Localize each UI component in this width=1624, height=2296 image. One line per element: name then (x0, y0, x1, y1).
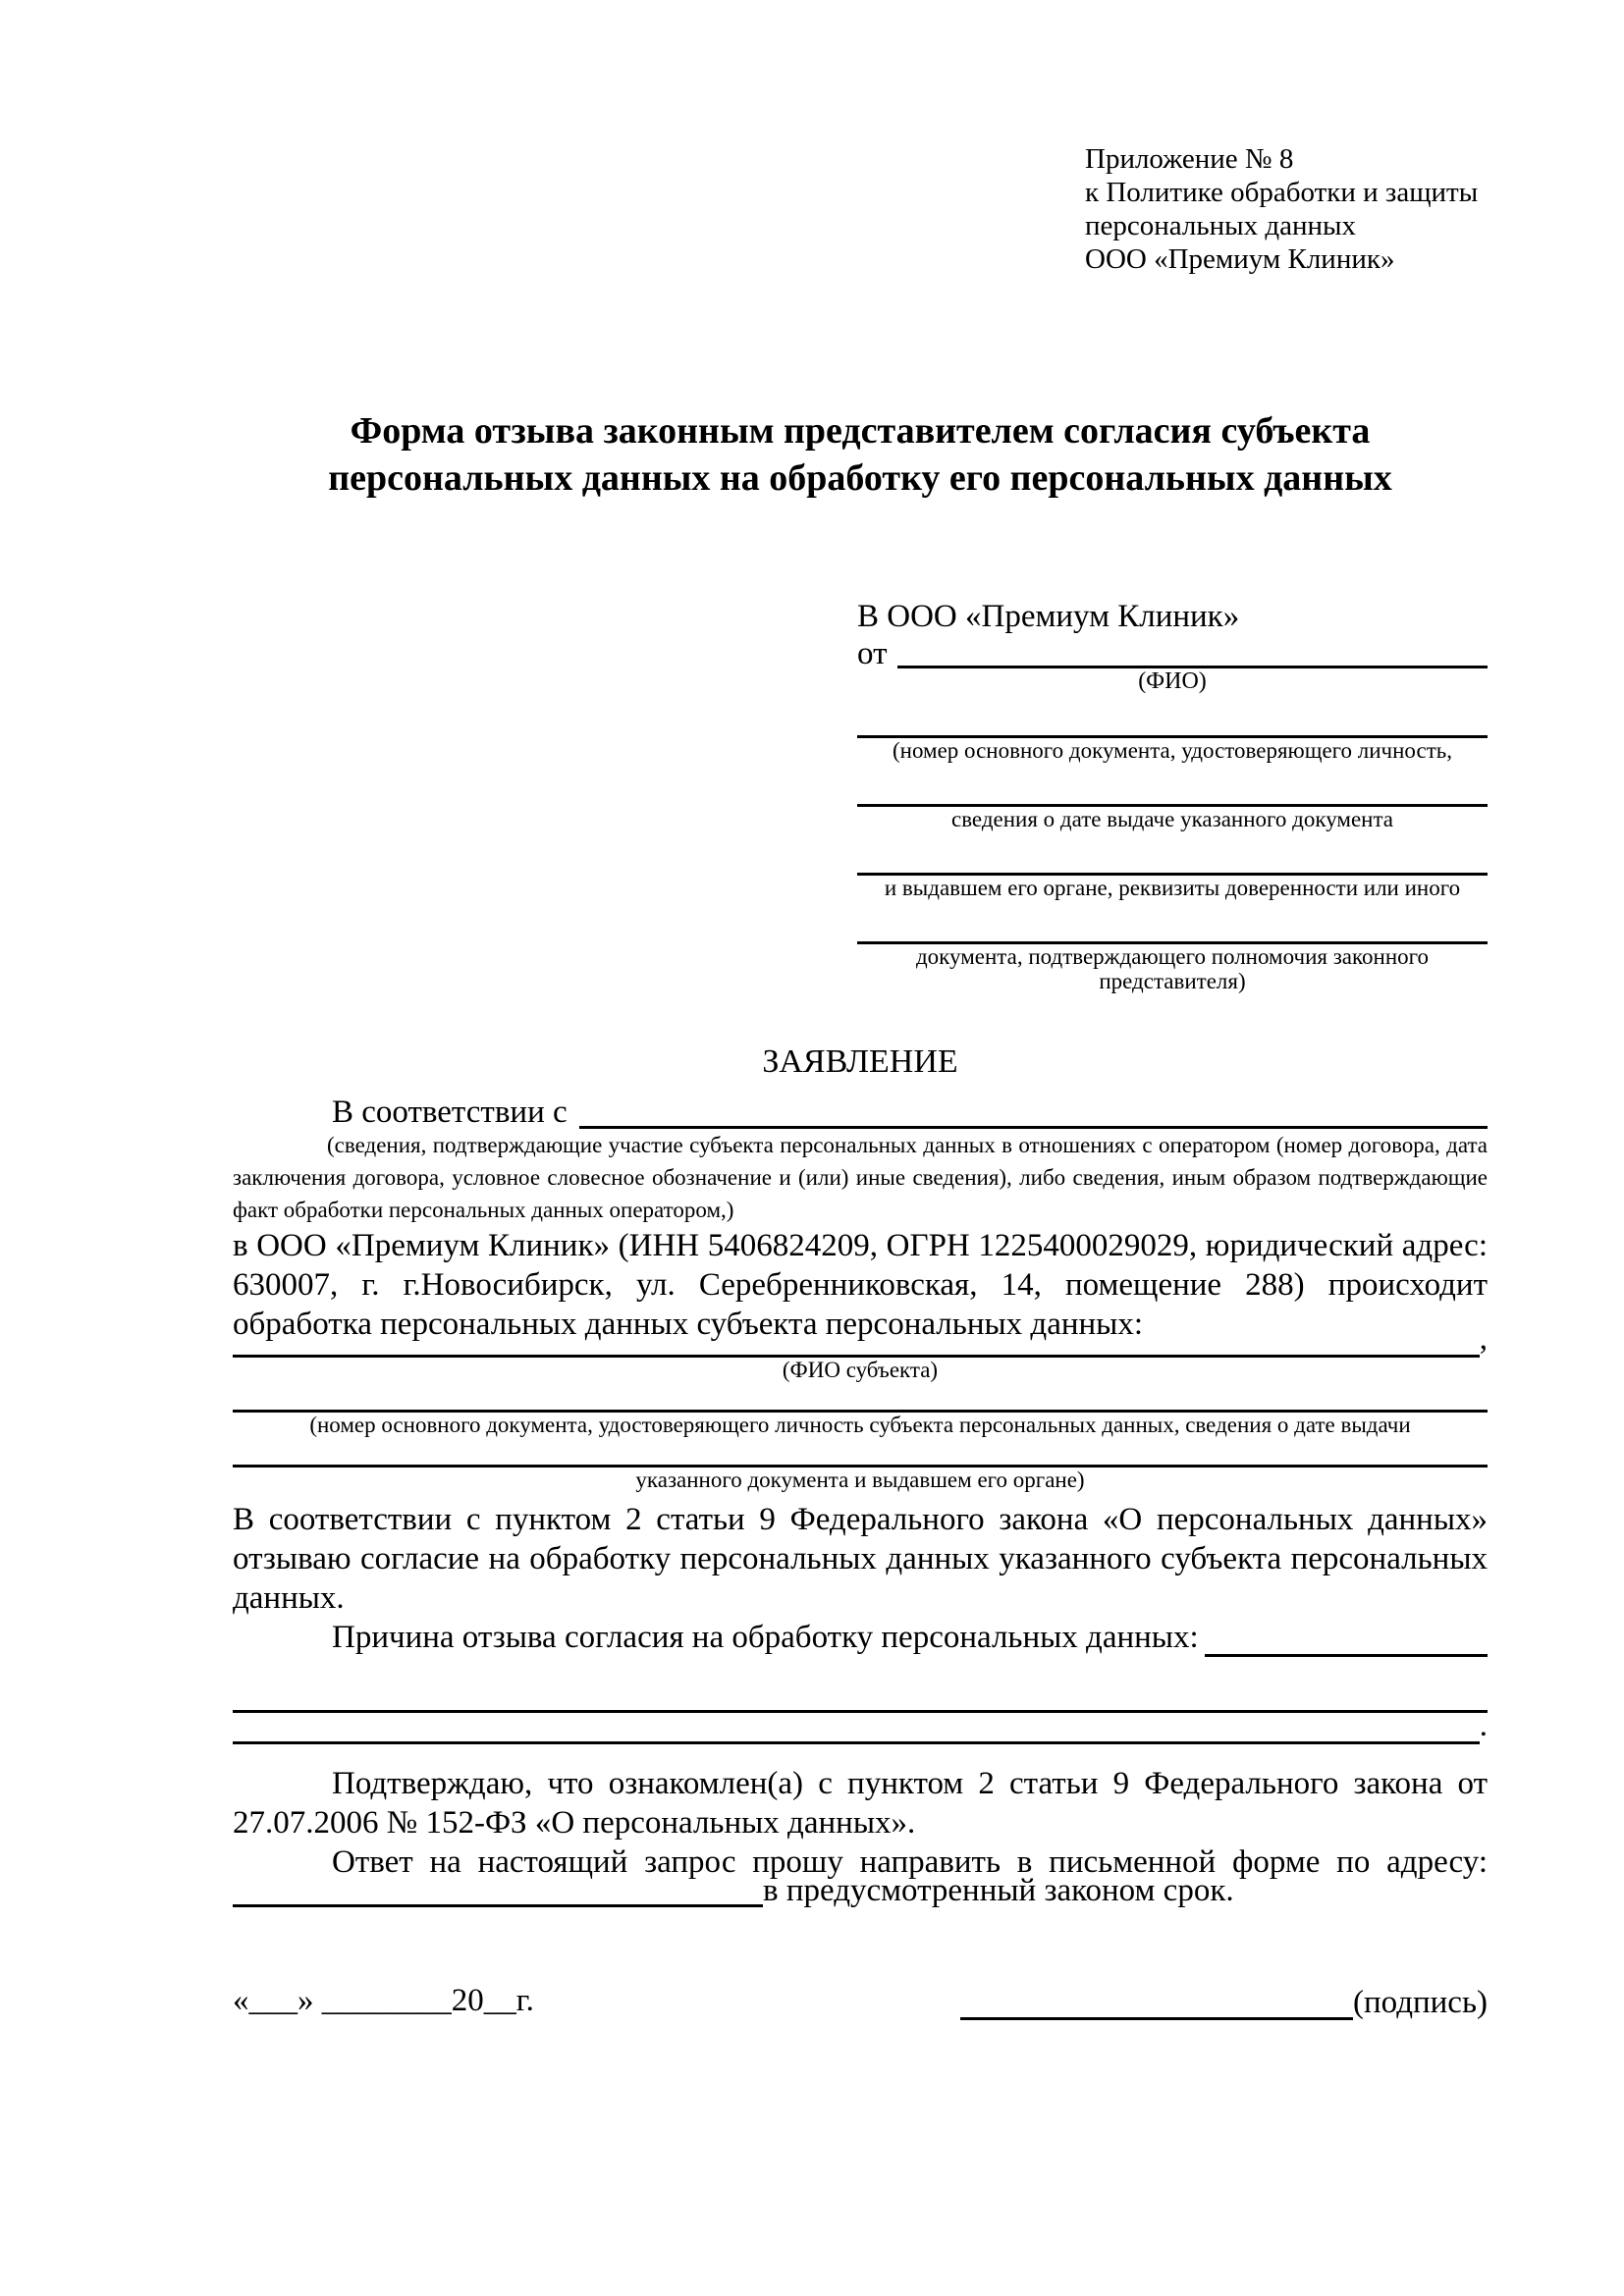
subject-doc-blank-line (233, 1396, 1488, 1413)
intro-row (233, 1095, 1488, 1129)
document-title-line: персональных данных на обработку его персональных данных (328, 457, 1392, 499)
signature-caption: (подпись) (1353, 1985, 1488, 2020)
appendix-line: к Политике обработки и защиты (1085, 177, 1479, 208)
appendix-line: ООО «Премиум Клиник» (1085, 243, 1395, 275)
reason-blank-line (233, 1741, 1480, 1744)
representative-doc-blank-line (857, 763, 1488, 807)
signature-blank-line (960, 2016, 1353, 2020)
subject-doc-blank-line (233, 1451, 1488, 1468)
subject-fio-row (233, 1321, 1488, 1358)
subject-doc-caption: указанного документа и выдавшем его органе) (635, 1468, 1085, 1492)
appendix-line: Приложение № 8 (1085, 143, 1294, 175)
reason-label: Причина отзыва согласия на обработку персональных данных: (332, 1620, 1199, 1655)
reply-row (233, 1873, 1488, 1908)
reason-blank-row (233, 1708, 1488, 1744)
statement-heading: ЗАЯВЛЕНИЕ (762, 1043, 958, 1080)
representative-doc-blank-line (857, 694, 1488, 738)
representative-doc-caption: (номер основного документа, удостоверяющего личность, (892, 738, 1452, 763)
operator-paragraph: в ООО «Премиум Клиник» (ИНН 5406824209, ОГРН 1225400029029, юридический адрес: 630007, г. г.Новосибирск, ул. Серебренниковская, 14, помещение 288) происходит обработка персональных данных субъекта персональных данных: (233, 1228, 1488, 1342)
appendix-block (1085, 142, 1488, 276)
subject-fio-line-suffix: , (1479, 1321, 1488, 1357)
representative-doc-caption: сведения о дате выдаче указанного документа (950, 807, 1394, 831)
reply-suffix: в предусмотренный законом срок. (763, 1873, 1234, 1908)
footer-row (233, 1981, 1488, 2020)
signature-group (960, 1985, 1488, 2020)
representative-doc-caption: документа, подтверждающего полномочия законного представителя) (915, 944, 1429, 993)
intro-label: В соответствии с (332, 1095, 568, 1130)
document-title (233, 407, 1488, 502)
representative-doc-blank-line (857, 831, 1488, 876)
representative-doc-caption: и выдавшем его органе, реквизиты доверенности или иного (884, 876, 1461, 900)
reason-row (233, 1618, 1488, 1657)
fio-caption: (ФИО) (1138, 668, 1207, 694)
from-label: от (857, 636, 888, 671)
from-row (857, 636, 1488, 671)
organization-name: В ООО «Премиум Клиник» (857, 599, 1240, 634)
withdrawal-paragraph: В соответствии с пунктом 2 статьи 9 Федерального закона «О персональных данных» отзываю согласие на обработку персональных данных указанного субъекта персональных данных. (233, 1502, 1488, 1616)
subject-fio-caption: (ФИО субъекта) (782, 1358, 939, 1382)
intro-caption: (сведения, подтверждающие участие субъекта персональных данных в отношениях с оператором (номер договора, дата заключения договора, условное словесное обозначение и (или) иные сведения), либо сведения, иным образом подтверждающие факт обработки персональных данных оператором,) (233, 1133, 1488, 1222)
reason-blank-line (1205, 1654, 1488, 1657)
blank-line-suffix: . (1479, 1708, 1488, 1743)
reply-address-blank-line (233, 1904, 763, 1907)
appendix-line: персональных данных (1085, 210, 1357, 241)
document-title-line: Форма отзыва законным представителем согласия субъекта (350, 410, 1371, 452)
addressee-block (857, 595, 1488, 993)
reply-label: Ответ на настоящий запрос прошу направить в письменной форме по адресу: (332, 1844, 1488, 1880)
reason-blank-line (233, 1696, 1488, 1713)
confirmation-paragraph: Подтверждаю, что ознакомлен(а) с пунктом 2 статьи 9 Федерального закона от 27.07.2006 № 152-ФЗ «О персональных данных». (233, 1766, 1488, 1841)
subject-doc-caption: (номер основного документа, удостоверяющего личность субъекта персональных данных, сведения о дате выдачи (309, 1413, 1411, 1437)
representative-doc-blank-line (857, 900, 1488, 944)
date-line: «___» ________20__г. (233, 1983, 534, 2018)
